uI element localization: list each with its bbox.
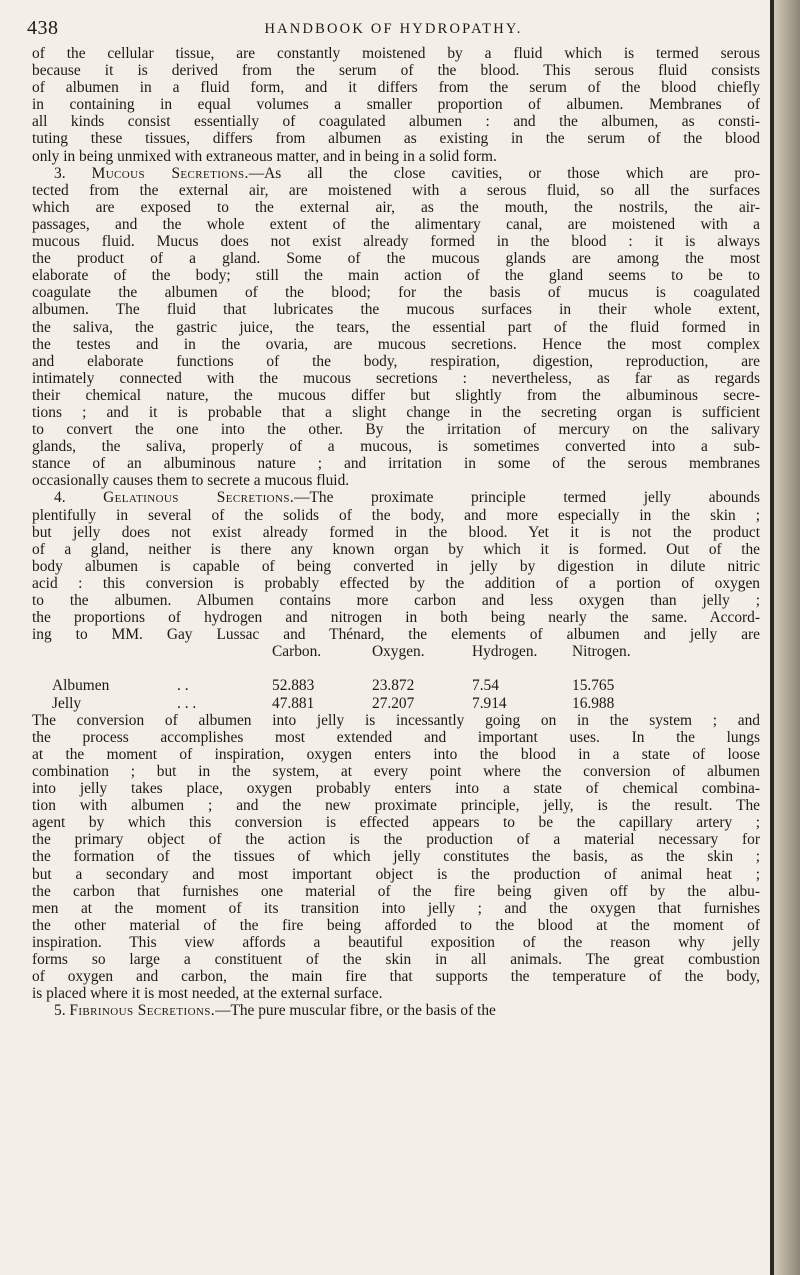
- text-line: all kinds consist essentially of coagulated albumen : and the albumen, as consti-: [32, 113, 760, 131]
- text-line: the other material of the fire being afforded to the blood at the moment of: [32, 916, 760, 934]
- section-heading-line: [32, 165, 760, 182]
- row-label: Albumen: [52, 677, 110, 695]
- column-header: Carbon.: [272, 643, 322, 661]
- text-line: the proportions of hydrogen and nitrogen in both being nearly the same. Accord-: [32, 609, 760, 627]
- table-cell: 23.872: [372, 677, 415, 695]
- composition-table: [32, 643, 760, 677]
- text-line: tuting these tissues, differs from albumen as existing in the serum of the blood: [32, 130, 760, 148]
- text-line: stance of an albuminous nature ; and irritation in some of the serous membranes: [32, 455, 760, 473]
- page-header: [27, 17, 760, 41]
- section-heading-line: [32, 1002, 760, 1019]
- text-line: but jelly does not exist already formed in the blood. Yet it is not the product: [32, 523, 760, 541]
- section-number: 3.: [54, 164, 92, 182]
- text-line: passages, and the whole extent of the alimentary canal, are moistened with a: [32, 215, 760, 233]
- text-line: The conversion of albumen into jelly is incessantly going on in the system ; and: [32, 711, 760, 729]
- text-line: inspiration. This view affords a beautiful exposition of the reason why jelly: [32, 933, 760, 951]
- running-head: HANDBOOK OF HYDROPATHY.: [264, 21, 523, 37]
- row-leader: . . .: [177, 694, 197, 712]
- body-text: [32, 45, 760, 1019]
- text-line: —The proximate principle termed jelly abounds: [294, 489, 760, 507]
- section-heading: Mucous Secretions.: [91, 164, 249, 182]
- text-line: the primary object of the action is the production of a material necessary for: [32, 831, 760, 849]
- text-line: the carbon that furnishes one material of the fire being given off by the albu-: [32, 882, 760, 900]
- text-line: the testes and in the ovaria, are mucous secretions. Hence the most complex: [32, 335, 760, 353]
- table-header-row: [32, 643, 760, 660]
- text-line: of the cellular tissue, are constantly moistened by a fluid which is termed serous: [32, 45, 760, 62]
- table-cell: 16.988: [572, 694, 615, 712]
- text-line: tion with albumen ; and the new proximate principle, jelly, is the result. The: [32, 797, 760, 815]
- text-line: is placed where it is most needed, at the external surface.: [32, 985, 383, 1003]
- text-line: albumen. The fluid that lubricates the mucous surfaces in their whole extent,: [32, 301, 760, 319]
- text-line: the formation of the tissues of which jelly constitutes the basis, as the skin ;: [32, 848, 760, 866]
- table-cell: 47.881: [272, 694, 315, 712]
- text-line: plentifully in several of the solids of the body, and more especially in the skin ;: [32, 506, 760, 524]
- table-cell: 52.883: [272, 677, 315, 695]
- text-line: to convert the one into the other. By the irritation of mercury on the salivary: [32, 421, 760, 439]
- text-line: the process accomplishes most extended and important uses. In the lungs: [32, 728, 760, 746]
- text-line: of albumen in a fluid form, and it differs from the serum of the blood chiefly: [32, 79, 760, 97]
- text-line: at the moment of inspiration, oxygen enters into the blood in a state of loose: [32, 745, 760, 763]
- text-line: intimately connected with the mucous secretions : nevertheless, as far as regards: [32, 369, 760, 387]
- row-leader: . .: [177, 677, 189, 695]
- table-cell: 27.207: [372, 694, 415, 712]
- column-header: Nitrogen.: [572, 643, 631, 661]
- text-line: of a gland, neither is there any known organ by which it is formed. Out of the: [32, 540, 760, 558]
- text-line: acid : this conversion is probably effected by the addition of a portion of oxygen: [32, 574, 760, 592]
- section-heading: Gelatinous Secretions.: [103, 489, 295, 507]
- text-line: men at the moment of its transition into jelly ; and the oxygen that furnishes: [32, 899, 760, 917]
- text-line: tions ; and it is probable that a slight change in the secreting organ is sufficient: [32, 403, 760, 421]
- page-gutter: [770, 0, 800, 1275]
- text-line: their chemical nature, the mucous differ but slightly from the albuminous secre-: [32, 386, 760, 404]
- row-label: Jelly: [52, 694, 82, 712]
- text-line: in containing in equal volumes a smaller proportion of albumen. Membranes of: [32, 96, 760, 114]
- page-number: 438: [27, 17, 59, 39]
- text-line: into jelly takes place, oxygen probably enters into a state of chemical combina-: [32, 780, 760, 798]
- section-heading-line: [32, 489, 760, 506]
- text-line: the product of a gland. Some of the mucous glands are among the most: [32, 250, 760, 268]
- text-line: agent by which this conversion is effected appears to be the capillary artery ;: [32, 814, 760, 832]
- text-line: the saliva, the gastric juice, the tears, the essential part of the fluid formed in: [32, 318, 760, 336]
- text-line: combination ; but in the system, at every point where the conversion of albumen: [32, 762, 760, 780]
- text-line: ing to MM. Gay Lussac and Thénard, the elements of albumen and jelly are: [32, 626, 760, 644]
- text-line: which are exposed to the external air, as the mouth, the nostrils, the air-: [32, 198, 760, 216]
- text-line: but a secondary and most important object is the production of animal heat ;: [32, 865, 760, 883]
- text-line: mucous fluid. Mucus does not exist already formed in the blood : it is always: [32, 233, 760, 251]
- text-line: elaborate of the body; still the main action of the gland seems to be to: [32, 267, 760, 285]
- text-line: body albumen is capable of being converted in jelly by digestion in dilute nitric: [32, 557, 760, 575]
- text-line: to the albumen. Albumen contains more carbon and less oxygen than jelly ;: [32, 592, 760, 609]
- text-line: and elaborate functions of the body, respiration, digestion, reproduction, are: [32, 352, 760, 370]
- section-number: 4.: [54, 489, 104, 507]
- section-heading: Fibrinous Secretions.: [69, 1002, 216, 1020]
- table-cell: 7.54: [472, 677, 499, 695]
- text-line: —The pure muscular fibre, or the basis of the: [215, 1002, 496, 1020]
- text-line: —As all the close cavities, or those which are pro-: [248, 164, 760, 182]
- text-line: forms so large a constituent of the skin in all animals. The great combustion: [32, 950, 760, 968]
- table-row: [32, 677, 760, 694]
- text-line: tected from the external air, are moistened with a serous fluid, so all the surfaces: [32, 181, 760, 199]
- text-line: occasionally causes them to secrete a mucous fluid.: [32, 472, 350, 490]
- column-header: Oxygen.: [372, 643, 425, 661]
- text-line: coagulate the albumen of the blood; for the basis of mucus is coagulated: [32, 284, 760, 302]
- text-line: because it is derived from the serum of the blood. This serous fluid consists: [32, 62, 760, 80]
- text-line: glands, the saliva, properly of a mucous, is sometimes converted into a sub-: [32, 438, 760, 456]
- text-line: only in being unmixed with extraneous matter, and in being in a solid form.: [32, 147, 497, 165]
- binding-edge: [770, 0, 774, 1275]
- text-line: of oxygen and carbon, the main fire that supports the temperature of the body,: [32, 968, 760, 986]
- column-header: Hydrogen.: [472, 643, 538, 661]
- composition-table-body: [32, 677, 760, 711]
- section-number: 5.: [54, 1002, 70, 1020]
- table-cell: 7.914: [472, 694, 507, 712]
- table-row: [32, 695, 760, 712]
- table-cell: 15.765: [572, 677, 615, 695]
